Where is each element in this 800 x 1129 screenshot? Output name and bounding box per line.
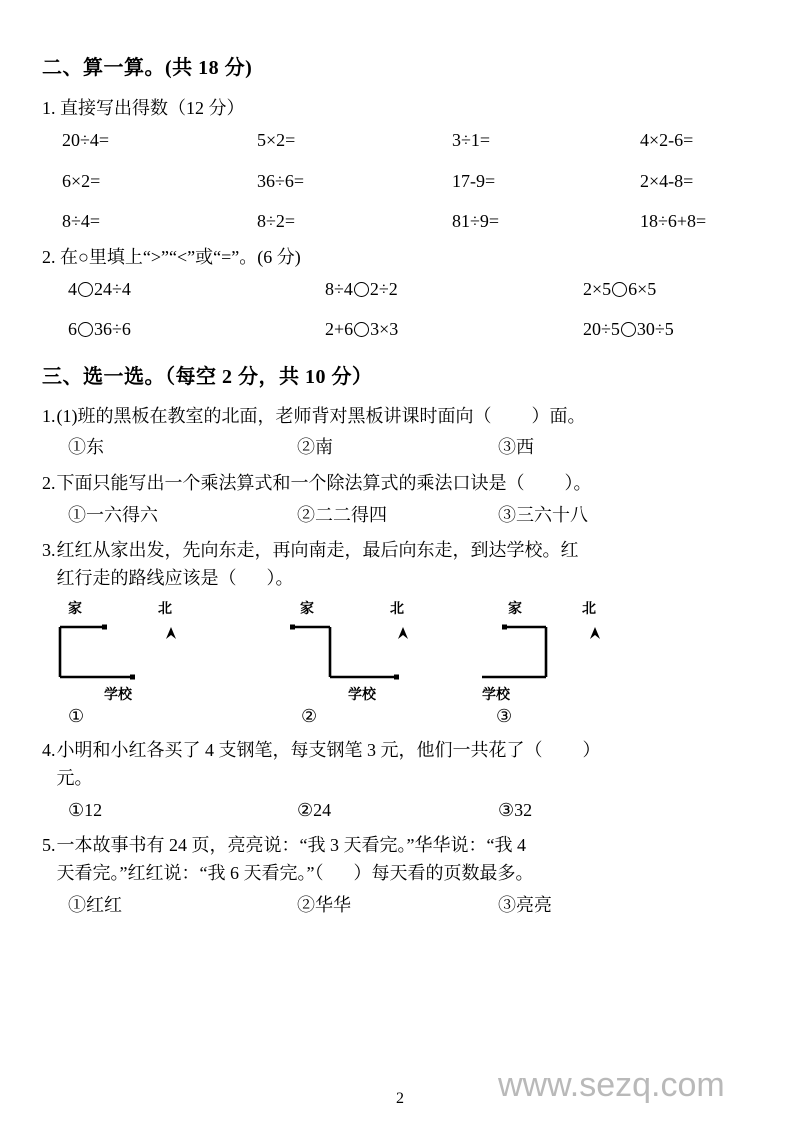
home-label: 家 bbox=[68, 599, 82, 616]
question-4-text bbox=[57, 737, 759, 793]
calculation-item: 8÷2= bbox=[257, 211, 296, 232]
comparison-circle[interactable] bbox=[78, 322, 93, 337]
question-1-number: 1. bbox=[42, 405, 56, 426]
comparison-right: 2÷2 bbox=[369, 279, 398, 300]
route-diagrams bbox=[42, 599, 758, 711]
section-three-heading: 三、选一选。（每空 2 分，共 10 分） bbox=[42, 365, 373, 388]
option-item[interactable]: ①一六得六 bbox=[68, 504, 158, 525]
north-arrow-icon bbox=[590, 627, 600, 639]
section-two-sub2-heading: 2. 在○里填上“>”“<”或“=”。(6 分) bbox=[42, 247, 301, 268]
north-arrow-icon bbox=[166, 627, 176, 639]
comparison-circle[interactable] bbox=[612, 282, 627, 297]
question-1 bbox=[42, 403, 758, 431]
calculation-grid bbox=[62, 130, 758, 233]
question-4-options bbox=[68, 799, 758, 822]
comparison-circle[interactable] bbox=[354, 282, 369, 297]
question-2-stem: 下面只能写出一个乘法算式和一个除法算式的乘法口诀是（ bbox=[56, 472, 525, 493]
question-3-text bbox=[57, 537, 759, 593]
calculation-item: 6×2= bbox=[62, 170, 101, 191]
calculation-item: 5×2= bbox=[257, 130, 296, 151]
question-2-stem-end: ）。 bbox=[564, 472, 592, 493]
option-item[interactable]: ①红红 bbox=[68, 894, 122, 915]
question-3 bbox=[42, 537, 758, 593]
question-5 bbox=[42, 832, 758, 888]
option-item[interactable]: ②24 bbox=[297, 799, 332, 820]
calculation-item: 2×4-8= bbox=[640, 170, 694, 191]
comparison-item bbox=[583, 319, 758, 341]
calculation-item: 17-9= bbox=[452, 170, 496, 191]
question-2-number: 2. bbox=[42, 472, 56, 493]
question-1-stem: (1)班的黑板在教室的北面，老师背对黑板讲课时面向（ bbox=[56, 405, 492, 426]
school-label: 学校 bbox=[104, 685, 132, 702]
question-4-line-1-end: ） bbox=[582, 739, 601, 760]
calculation-item: 81÷9= bbox=[452, 211, 500, 232]
site-watermark: www.sezq.com bbox=[498, 1066, 725, 1104]
comparison-item bbox=[583, 279, 758, 301]
question-5-text bbox=[57, 832, 759, 888]
question-5-line-2-start: 天看完。”红红说：“我 6 天看完。”（ bbox=[56, 862, 324, 883]
calculation-item: 3÷1= bbox=[452, 130, 491, 151]
route-choice-2[interactable]: ② bbox=[301, 705, 318, 726]
question-3-line-2-start: 红行走的路线应该是（ bbox=[56, 568, 237, 589]
route-diagram-1[interactable] bbox=[54, 599, 284, 711]
question-2 bbox=[42, 470, 758, 498]
comparison-item bbox=[68, 279, 325, 301]
question-5-options bbox=[68, 894, 758, 917]
comparison-left: 8÷4 bbox=[325, 279, 353, 300]
comparison-item bbox=[325, 279, 583, 301]
comparison-left: 20÷5 bbox=[583, 318, 620, 339]
calculation-item: 18÷6+8= bbox=[640, 211, 707, 232]
question-5-number: 5. bbox=[42, 835, 56, 856]
north-label: 北 bbox=[158, 599, 172, 616]
option-item[interactable]: ③亮亮 bbox=[498, 894, 552, 915]
school-label: 学校 bbox=[348, 685, 376, 702]
question-4-line-1: 小明和小红各买了 4 支钢笔，每支钢笔 3 元，他们一共花了（ bbox=[56, 739, 543, 760]
comparison-circle[interactable] bbox=[621, 322, 636, 337]
home-label: 家 bbox=[508, 599, 522, 616]
route-diagram-3[interactable] bbox=[482, 599, 712, 711]
question-1-text bbox=[57, 403, 759, 431]
comparison-item bbox=[68, 319, 325, 341]
comparison-left: 2+6 bbox=[325, 318, 354, 339]
section-two-sub1-heading: 1. 直接写出得数（12 分） bbox=[42, 98, 245, 118]
question-1-stem-end: ）面。 bbox=[531, 405, 586, 426]
question-3-line-2-end: ）。 bbox=[266, 568, 294, 589]
comparison-left: 2×5 bbox=[583, 279, 612, 300]
comparison-right: 30÷5 bbox=[636, 318, 674, 339]
question-5-line-1: 一本故事书有 24 页，亮亮说：“我 3 天看完。”华华说：“我 4 bbox=[56, 835, 526, 856]
question-5-line-2-end: ）每天看的页数最多。 bbox=[353, 862, 534, 883]
north-arrow-icon bbox=[398, 627, 408, 639]
comparison-right: 36÷6 bbox=[94, 318, 131, 339]
question-2-options bbox=[68, 504, 758, 527]
north-label: 北 bbox=[390, 599, 404, 616]
question-3-line-1: 红红从家出发，先向东走，再向南走，最后向东走，到达学校。红 bbox=[56, 540, 579, 561]
question-4-number: 4. bbox=[42, 739, 56, 760]
north-label: 北 bbox=[582, 599, 596, 616]
home-label: 家 bbox=[300, 599, 314, 616]
question-1-options bbox=[68, 436, 758, 459]
option-item[interactable]: ②南 bbox=[297, 437, 333, 458]
question-4 bbox=[42, 737, 758, 793]
comparison-item bbox=[325, 319, 583, 341]
comparison-circle[interactable] bbox=[78, 282, 93, 297]
section-two-heading: 二、算一算。(共 18 分) bbox=[42, 57, 253, 79]
route-choice-row bbox=[42, 707, 758, 737]
question-3-number: 3. bbox=[42, 540, 56, 561]
calculation-item: 20÷4= bbox=[62, 130, 110, 151]
option-item[interactable]: ②二二得四 bbox=[297, 504, 387, 525]
option-item[interactable]: ①东 bbox=[68, 437, 104, 458]
option-item[interactable]: ③三六十八 bbox=[498, 504, 588, 525]
comparison-grid bbox=[68, 279, 758, 340]
comparison-circle[interactable] bbox=[354, 322, 369, 337]
calculation-item: 36÷6= bbox=[257, 170, 305, 191]
calculation-item: 4×2-6= bbox=[640, 130, 694, 151]
question-4-line-2: 元。 bbox=[56, 767, 93, 788]
calculation-item: 8÷4= bbox=[62, 211, 101, 232]
comparison-right: 6×5 bbox=[628, 279, 657, 300]
route-choice-3[interactable]: ③ bbox=[496, 705, 513, 726]
page-number: 2 bbox=[396, 1090, 404, 1107]
option-item[interactable]: ①12 bbox=[68, 799, 103, 820]
option-item[interactable]: ②华华 bbox=[297, 894, 351, 915]
comparison-right: 24÷4 bbox=[94, 279, 131, 300]
option-item[interactable]: ③西 bbox=[498, 437, 534, 458]
comparison-left: 6 bbox=[68, 318, 77, 339]
question-2-text bbox=[57, 470, 759, 498]
school-label: 学校 bbox=[482, 685, 510, 702]
comparison-right: 3×3 bbox=[370, 318, 399, 339]
route-choice-1[interactable]: ① bbox=[68, 705, 85, 726]
option-item[interactable]: ③32 bbox=[498, 799, 533, 820]
comparison-left: 4 bbox=[68, 279, 77, 300]
